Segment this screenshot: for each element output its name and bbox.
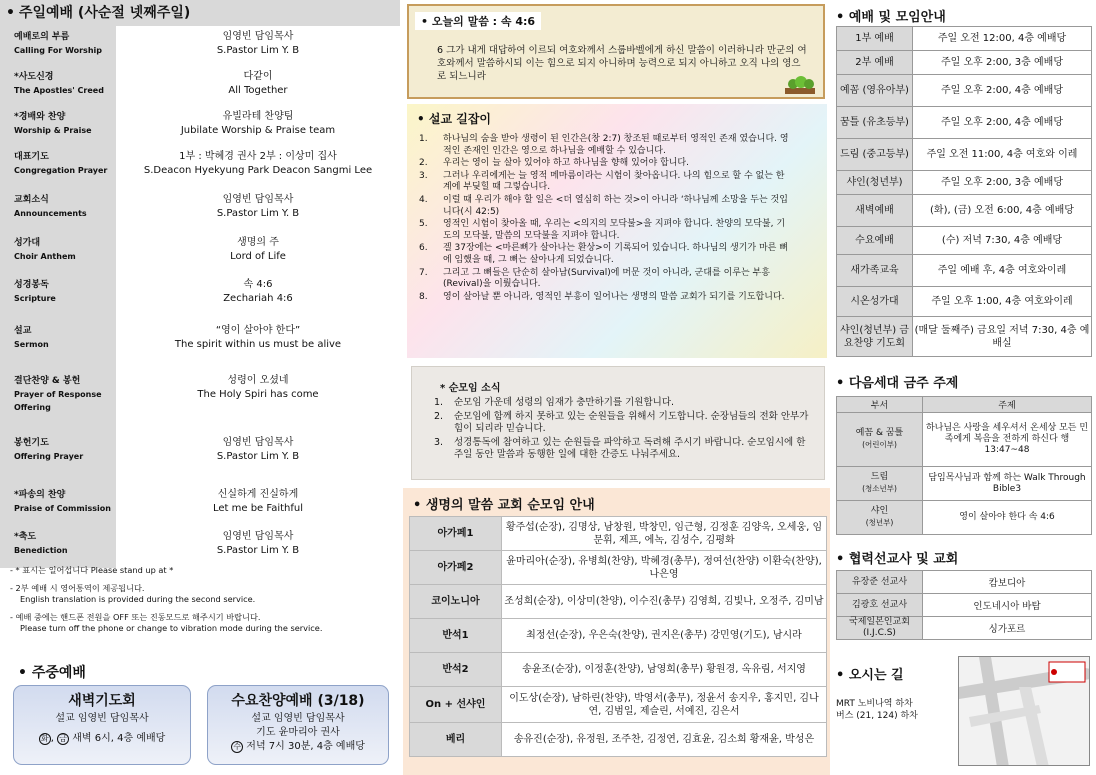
cell-group-name: 반석1 — [410, 619, 502, 653]
mission-name: 유장준 선교사 — [837, 571, 923, 594]
nextgen-row — [837, 413, 1092, 467]
services-table — [836, 26, 1092, 357]
cell-news-item: 1. 순모임 가운데 성령의 임재가 충만하기를 기원합니다. — [434, 397, 675, 408]
order-value: 속 4:6 Zechariah 4:6 — [223, 279, 293, 304]
service-row — [837, 51, 1092, 75]
service-name: 꿈틀 (유초등부) — [837, 107, 913, 139]
wed-preacher: 설교 임영빈 담임목사 — [251, 713, 345, 724]
order-label: *경배와 찬양 Worship & Praise — [0, 108, 116, 148]
order-label: 성가대 Choir Anthem — [0, 234, 116, 276]
nextgen-heading: • 다음세대 금주 주제 — [836, 376, 959, 391]
guide-item: 5. 영적인 시험이 찾아올 때, 우리는 <의지의 모닥불>을 지펴야 합니다. 찬양의 모닥불, 기도의 모닥불, 말씀의 모닥불을 지펴야 합니다. — [419, 219, 786, 241]
guide-item: 3. 그러나 우리에게는 늘 영적 메마름이라는 시험이 찾아옵니다. 나의 힘으로 할 수 없는 한계에 부딪힐 때 그렇습니다. — [419, 170, 785, 193]
order-row — [0, 434, 400, 486]
wed-time: 수 저녁 7시 30분, 4층 예배당 — [208, 740, 388, 754]
note-stand: - * 표시는 일어섭니다 Please stand up at * — [10, 565, 174, 575]
order-label: *축도 Benediction — [0, 528, 116, 568]
nextgen-col-dept: 부서 — [837, 397, 923, 413]
service-name: 샤인(청년부) — [837, 171, 913, 195]
cell-groups-table — [409, 516, 827, 757]
service-row — [837, 107, 1092, 139]
verse-heading: • 오늘의 말씀 : 속 4:6 — [415, 12, 541, 30]
dawn-preacher: 설교 임영빈 담임목사 — [55, 713, 149, 724]
order-row — [0, 28, 400, 68]
cell-group-members: 최정선(순장), 우은숙(찬양), 권지은(총무) 강민영(기도), 남시라 — [502, 619, 827, 653]
cell-group-row — [410, 687, 827, 723]
order-value: 임영빈 담임목사 S.Pastor Lim Y. B — [216, 31, 300, 56]
wed-title: 수요찬양예배 (3/18) — [231, 693, 365, 709]
service-info: 주일 오후 2:00, 4층 예배당 — [913, 75, 1092, 107]
service-name: 2부 예배 — [837, 51, 913, 75]
order-row — [0, 68, 400, 108]
nextgen-dept: 예꼼 & 꿈틀 (어린이부) — [837, 413, 923, 467]
todays-verse-box — [407, 4, 825, 99]
mission-row — [837, 617, 1092, 640]
order-row — [0, 322, 400, 372]
dawn-prayer-card — [13, 685, 191, 765]
nextgen-theme: 하나님은 사랑을 세우셔서 온세상 모든 민족에게 복음을 전하게 하신다 행 13:47~48 — [923, 413, 1092, 467]
plant-pot-icon — [783, 76, 817, 96]
order-value: 임영빈 담임목사 S.Pastor Lim Y. B — [216, 437, 300, 462]
directions-heading: • 오시는 길 — [836, 668, 904, 683]
cell-group-members: 윤마리아(순장), 유병희(찬양), 박혜경(총무), 정여선(찬양) 이환숙(찬양), 나은영 — [502, 551, 827, 585]
service-row — [837, 317, 1092, 357]
service-name: 드림 (중고등부) — [837, 139, 913, 171]
mission-row — [837, 594, 1092, 617]
cell-group-row — [410, 585, 827, 619]
service-name: 예꼼 (영유아부) — [837, 75, 913, 107]
service-info: 주일 오후 2:00, 3층 예배당 — [913, 51, 1092, 75]
worship-order-column — [0, 0, 400, 775]
cell-group-name: 아가페1 — [410, 517, 502, 551]
service-row — [837, 227, 1092, 255]
guide-list — [419, 134, 793, 304]
guide-item: 8. 영이 살아날 뿐 아니라, 영적인 부흥이 일어나는 생명의 말씀 교회가 되기를 기도합니다. — [419, 291, 785, 302]
cell-groups-section — [403, 488, 830, 775]
cell-news-heading: * 순모임 소식 — [440, 383, 501, 394]
cell-group-name: 반석2 — [410, 653, 502, 687]
cell-group-members: 송윤조(순장), 이정훈(찬양), 남영희(총무) 황원경, 옥유림, 서지영 — [502, 653, 827, 687]
missions-table — [836, 570, 1092, 640]
guide-item: 1. 하나님의 숨을 받아 생령이 된 인간은(창 2:7) 창조된 때로부터 영적인 존재 였습니다. 영적인 존재인 인간은 영으로 하나님을 예배할 수 있습니다. — [419, 134, 789, 156]
service-row — [837, 287, 1092, 317]
service-info: 주일 오후 2:00, 4층 예배당 — [913, 107, 1092, 139]
order-label: 설교 Sermon — [0, 322, 116, 372]
right-column — [832, 0, 1096, 775]
map-image — [958, 656, 1090, 766]
worship-notes — [10, 565, 400, 641]
cell-group-row — [410, 653, 827, 687]
cell-group-name: 코이노니아 — [410, 585, 502, 619]
cell-group-row — [410, 723, 827, 757]
service-info: 주일 예배 후, 4층 여호와이레 — [913, 255, 1092, 287]
service-row — [837, 255, 1092, 287]
nextgen-col-theme: 주제 — [923, 397, 1092, 413]
service-row — [837, 75, 1092, 107]
nextgen-table — [836, 396, 1092, 535]
cell-group-name: 베리 — [410, 723, 502, 757]
service-info: 주일 오후 2:00, 3층 예배당 — [913, 171, 1092, 195]
cell-group-row — [410, 551, 827, 585]
wed-prayer: 기도 윤마리아 권사 — [256, 727, 340, 738]
order-value: 임영빈 담임목사 S.Pastor Lim Y. B — [216, 194, 300, 219]
order-label: 예배로의 부름 Calling For Worship — [0, 28, 116, 68]
order-value: 유빌라테 찬양팀 Jubilate Worship & Praise team — [180, 111, 336, 136]
guide-item: 2. 우리는 영이 늘 살아 있어야 하고 하나님을 향해 있어야 합니다. — [419, 158, 689, 169]
guide-item: 4. 이럴 때 우리가 해야 할 일은 <더 열심히 하는 것>이 아니라 ‘하나님께 소망을 두는 것입니다(시 42:5) — [419, 194, 788, 217]
mission-name: 국제일본인교회 (I.J.C.S) — [837, 617, 923, 640]
cell-news-item: 2. 순모임에 함께 하지 못하고 있는 순원들을 위해서 기도합니다. 순장님들의 전화 안부가 힘이 되리라 믿습니다. — [434, 411, 809, 434]
service-name: 시온성가대 — [837, 287, 913, 317]
cell-group-name: 아가페2 — [410, 551, 502, 585]
order-row — [0, 528, 400, 568]
service-name: 새가족교육 — [837, 255, 913, 287]
verse-text: 6 그가 내게 대답하여 이르되 여호와께서 스룹바벨에게 하신 말씀이 이러하니라 만군의 여호와께서 말씀하시되 이는 힘으로 되지 아니하며 능력으로 되지 아니하고 오직 나의 영으로 되느니라 — [437, 45, 807, 82]
service-name: 수요예배 — [837, 227, 913, 255]
order-row — [0, 276, 400, 322]
order-label: *사도신경 The Apostles' Creed — [0, 68, 116, 108]
service-info: 주일 오전 12:00, 4층 예배당 — [913, 27, 1092, 51]
nextgen-row — [837, 467, 1092, 501]
worship-title: • 주일예배 (사순절 넷째주일) — [0, 0, 400, 26]
service-row — [837, 171, 1092, 195]
order-row — [0, 108, 400, 148]
order-value: 1부 : 박혜경 권사 2부 : 이상미 집사 S.Deacon Hyekyung Park Deacon Sangmi Lee — [143, 151, 373, 176]
order-label: *파송의 찬양 Praise of Commission — [0, 486, 116, 528]
order-label: 봉헌기도 Offering Prayer — [0, 434, 116, 486]
missions-heading: • 협력선교사 및 교회 — [836, 552, 959, 567]
nextgen-dept: 샤인 (청년부) — [837, 501, 923, 535]
cell-group-members: 이도상(순장), 남하린(찬양), 박영서(총무), 정윤서 송지우, 홍지민, 김나연, 김범일, 제슬린, 서예진, 김은서 — [502, 687, 827, 723]
cell-group-members: 조성희(순장), 이상미(찬양), 이수진(총무) 김영희, 김빛나, 오정주, 김미남 — [502, 585, 827, 619]
order-value: “영이 살아야 한다” The spirit within us must be alive — [174, 325, 342, 350]
order-value: 다같이 All Together — [228, 71, 288, 96]
service-info: 주일 오전 11:00, 4층 여호와 이레 — [913, 139, 1092, 171]
order-row — [0, 234, 400, 276]
order-label: 성경봉독 Scripture — [0, 276, 116, 322]
order-value: 생명의 주 Lord of Life — [230, 237, 286, 262]
order-label: 대표기도 Congregation Prayer — [0, 148, 116, 191]
service-row — [837, 139, 1092, 171]
mission-row — [837, 571, 1092, 594]
guide-heading: • 설교 길잡이 — [417, 112, 491, 126]
cell-news-item: 3. 성경통독에 참여하고 있는 순원들을 파악하고 독려해 주시기 바랍니다. 순모임시에 한 주일 동안 말씀과 동행한 일에 대한 간증도 나눠주세요. — [434, 437, 806, 460]
service-info: 주일 오후 1:00, 4층 여호와이레 — [913, 287, 1092, 317]
mission-place: 인도네시아 바탐 — [923, 594, 1092, 617]
order-row — [0, 148, 400, 191]
note-translation: - 2부 예배 시 영어통역이 제공됩니다. English translation is provided during the second service. — [10, 583, 256, 604]
guide-item: 6. 겔 37장에는 <마른뼈가 살아나는 환상>이 기록되어 있습니다. 하나님의 생기가 마른 뼈에 임했을 때, 그 뼈는 살아나게 되었습니다. — [419, 243, 788, 265]
cell-groups-heading: • 생명의 말씀 교회 순모임 안내 — [413, 498, 595, 513]
service-row — [837, 27, 1092, 51]
mission-place: 캄보디아 — [923, 571, 1092, 594]
cell-group-name: On + 선샤인 — [410, 687, 502, 723]
cell-group-row — [410, 517, 827, 551]
mission-place: 싱가포르 — [923, 617, 1092, 640]
service-row — [837, 195, 1092, 227]
order-value: 신실하게 진실하게 Let me be Faithful — [212, 489, 304, 514]
nextgen-theme: 담임목사님과 함께 하는 Walk Through Bible3 — [923, 467, 1092, 501]
sermon-guide — [407, 104, 827, 358]
order-label: 결단찬양 & 봉헌 Prayer of Response Offering — [0, 372, 116, 434]
order-row — [0, 372, 400, 434]
order-row — [0, 191, 400, 234]
service-name: 샤인(청년부) 금요찬양 기도회 — [837, 317, 913, 357]
cell-group-members: 황주섭(순장), 김명상, 남창원, 박창민, 임근형, 김정훈 김양욱, 오세웅, 임문휘, 제프, 에녹, 김성수, 김평화 — [502, 517, 827, 551]
middle-column — [403, 0, 830, 775]
nextgen-row — [837, 501, 1092, 535]
nextgen-theme: 영이 살아야 한다 속 4:6 — [923, 501, 1092, 535]
cell-news-box — [411, 366, 825, 480]
cell-group-row — [410, 619, 827, 653]
weekday-title: • 주중예배 — [18, 665, 86, 681]
services-heading: • 예배 및 모임안내 — [836, 10, 946, 25]
order-value: 임영빈 담임목사 S.Pastor Lim Y. B — [216, 531, 300, 556]
directions-text: MRT 노비나역 하차 버스 (21, 124) 하차 — [836, 699, 918, 721]
cell-group-members: 송유진(순장), 유정원, 조주찬, 김정연, 김효윤, 김소희 황재윤, 박성은 — [502, 723, 827, 757]
mission-name: 김광호 선교사 — [837, 594, 923, 617]
order-value: 성령이 오셨네 The Holy Spiri has come — [197, 375, 319, 400]
service-info: (수) 저녁 7:30, 4층 예배당 — [913, 227, 1092, 255]
service-info: (매달 둘째주) 금요일 저녁 7:30, 4층 예배실 — [913, 317, 1092, 357]
nextgen-dept: 드림 (청소년부) — [837, 467, 923, 501]
wed-worship-card — [207, 685, 389, 765]
order-label: 교회소식 Announcements — [0, 191, 116, 234]
dawn-title: 새벽기도회 — [68, 693, 136, 709]
map-drawing — [959, 657, 1090, 766]
cell-news-list — [434, 397, 810, 463]
order-row — [0, 486, 400, 528]
service-info: (화), (금) 오전 6:00, 4층 예배당 — [913, 195, 1092, 227]
dawn-time: 화 , 금 새벽 6시, 4층 예배당 — [14, 732, 190, 746]
service-name: 1부 예배 — [837, 27, 913, 51]
service-name: 새벽예배 — [837, 195, 913, 227]
note-phone: - 예배 중에는 핸드폰 전원을 OFF 또는 진동모드로 해주시기 바랍니다. Please turn off the phone or change to vibration mode during the service. — [10, 612, 323, 633]
guide-item: 7. 그리고 그 뼈들은 단순히 살아남(Survival)에 머문 것이 아니라, 군대를 이루는 부흥(Revival)을 이뤘습니다. — [419, 267, 770, 290]
